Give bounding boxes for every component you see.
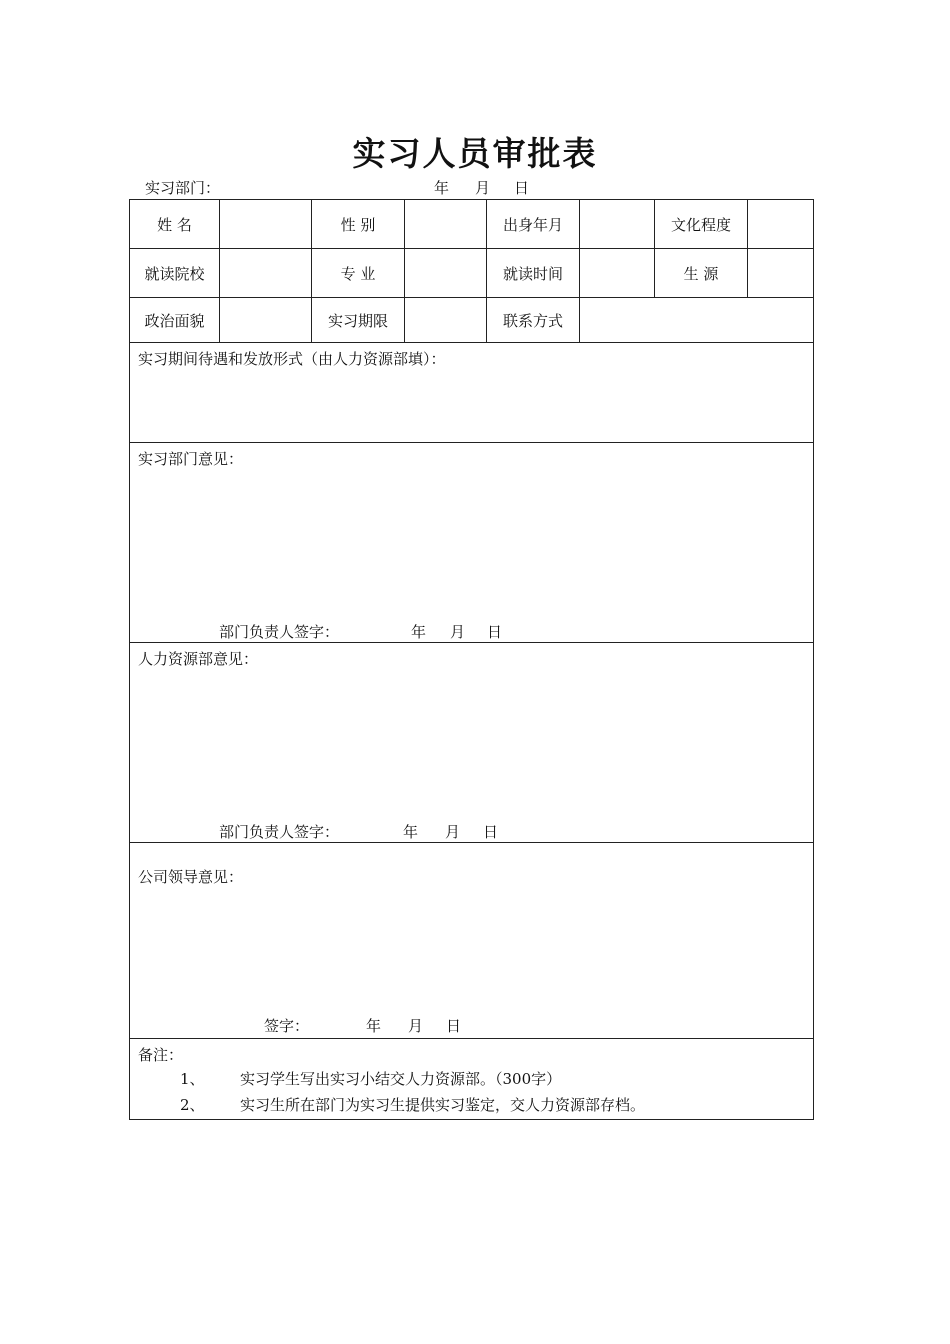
- name-label: 姓 名: [157, 216, 192, 234]
- hr-sign-day: 日: [483, 823, 499, 841]
- notes-label: 备注：: [138, 1046, 184, 1064]
- year-label: 年: [434, 179, 450, 197]
- header-date: [434, 177, 529, 198]
- name-field[interactable]: [220, 214, 311, 234]
- dept-signature-line: [219, 621, 339, 642]
- note-text: 实习学生写出实习小结交人力资源部。（300字）: [240, 1070, 562, 1088]
- school-field[interactable]: [220, 263, 311, 283]
- dept-opinion-label: 实习部门意见：: [138, 450, 244, 468]
- education-field[interactable]: [748, 214, 813, 234]
- dept-sign-month: 月: [450, 623, 466, 641]
- treatment-label: 实习期间待遇和发放形式（由人力资源部填）：: [138, 350, 446, 368]
- political-field[interactable]: [220, 310, 311, 330]
- note-text: 实习生所在部门为实习生提供实习鉴定，交人力资源部存档。: [240, 1096, 646, 1114]
- dept-sign-label: 部门负责人签字：: [219, 623, 340, 641]
- dept-sign-day: 日: [487, 623, 503, 641]
- school-label: 就读院校: [144, 265, 205, 283]
- leader-sign-month: 月: [408, 1017, 424, 1035]
- page-title: 实习人员审批表: [352, 134, 598, 173]
- study-time-field[interactable]: [580, 263, 654, 283]
- month-label: 月: [475, 179, 491, 197]
- leader-sign-label: 签字：: [264, 1017, 310, 1035]
- hr-opinion-label: 人力资源部意见：: [138, 650, 259, 668]
- hr-sign-year: 年: [403, 823, 419, 841]
- political-label: 政治面貌: [144, 312, 205, 330]
- hr-signature-line: [219, 821, 339, 842]
- gender-label: 性 别: [340, 216, 376, 234]
- approval-table: [129, 199, 814, 1120]
- gender-field[interactable]: [405, 214, 486, 234]
- period-field[interactable]: [405, 310, 486, 330]
- study-time-label: 就读时间: [502, 265, 563, 283]
- birth-field[interactable]: [580, 214, 654, 234]
- origin-label: 生 源: [683, 265, 719, 283]
- hr-sign-month: 月: [445, 823, 461, 841]
- period-label: 实习期限: [327, 312, 388, 330]
- education-label: 文化程度: [670, 216, 731, 234]
- dept-sign-year: 年: [411, 623, 427, 641]
- major-field[interactable]: [405, 263, 486, 283]
- leader-sign-year: 年: [366, 1017, 382, 1035]
- major-label: 专 业: [340, 265, 376, 283]
- origin-field[interactable]: [748, 263, 813, 283]
- day-label: 日: [514, 179, 530, 197]
- dept-label: 实习部门：: [145, 179, 221, 197]
- leader-opinion-label: 公司领导意见：: [138, 868, 244, 886]
- note-number: 1、: [180, 1070, 205, 1088]
- contact-label: 联系方式: [502, 312, 563, 330]
- leader-sign-day: 日: [446, 1017, 462, 1035]
- contact-field[interactable]: [580, 310, 813, 330]
- note-number: 2、: [180, 1096, 205, 1114]
- hr-sign-label: 部门负责人签字：: [219, 823, 340, 841]
- birth-label: 出身年月: [502, 216, 563, 234]
